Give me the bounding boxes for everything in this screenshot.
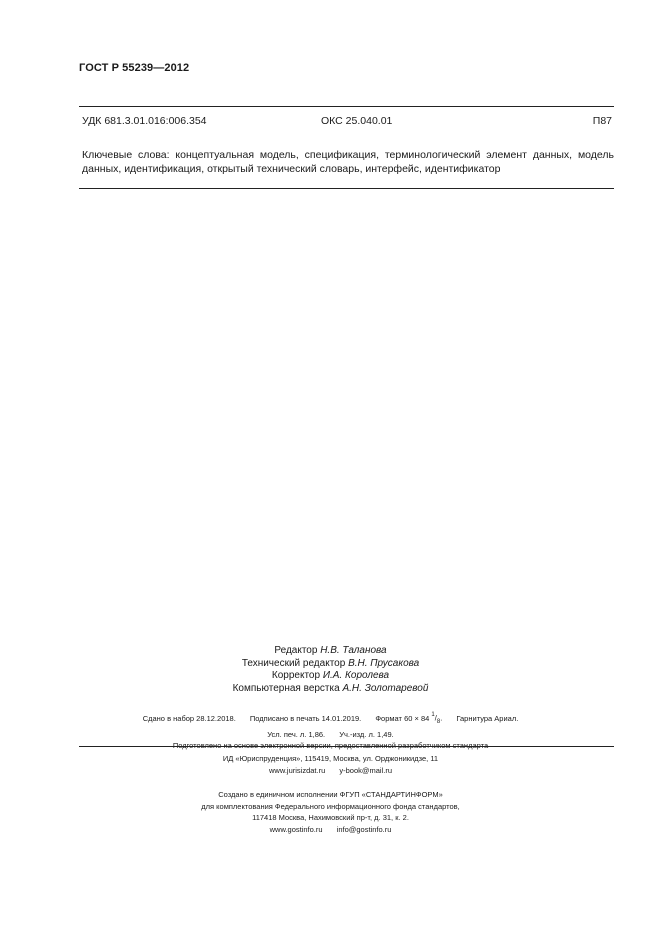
submitted-date: Сдано в набор 28.12.2018. bbox=[142, 713, 236, 723]
udk-code: УДК 681.3.01.016:006.354 bbox=[82, 115, 207, 127]
tech-editor-label: Технический редактор bbox=[241, 657, 346, 669]
oks-code: ОКС 25.040.01 bbox=[321, 115, 393, 127]
typeface: Гарнитура Ариал. bbox=[456, 713, 519, 723]
layout-line bbox=[0, 683, 661, 696]
standartinform-line: Создано в единичном исполнении ФГУП «СТАНДАРТИНФОРМ» bbox=[218, 790, 443, 799]
document-number: ГОСТ Р 55239—2012 bbox=[79, 62, 190, 74]
group-code: П87 bbox=[592, 115, 612, 127]
format-denominator: 8 bbox=[436, 719, 441, 725]
keywords: Ключевые слова: концептуальная модель, спецификация, терминологический элемент данных, модель данных, идентификация, открытый технический словарь, интерфейс, идентификатор bbox=[82, 149, 614, 175]
editor-line bbox=[0, 645, 661, 658]
print-row-2 bbox=[0, 729, 661, 741]
signed-date: Подписано в печать 14.01.2019. bbox=[249, 713, 362, 723]
paper-format: Формат 60 × 84 $^1/_8$. bbox=[375, 712, 443, 725]
tech-editor-name: В.Н. Прусакова bbox=[348, 657, 420, 669]
standartinform-contacts bbox=[0, 824, 661, 836]
publisher-email: y-book@mail.ru bbox=[339, 765, 392, 775]
print-row-1 bbox=[0, 711, 661, 729]
tech-editor-line bbox=[0, 658, 661, 671]
keywords-divider bbox=[79, 188, 614, 189]
top-divider bbox=[79, 106, 614, 107]
standartinform-address: 117418 Москва, Нахимовский пр-т, д. 31, к. 2. bbox=[252, 813, 409, 822]
editor-label: Редактор bbox=[274, 645, 318, 656]
standartinform-email: info@gostinfo.ru bbox=[336, 824, 392, 834]
classification-row bbox=[82, 115, 612, 129]
publishing-sheets: Уч.-изд. л. 1,49. bbox=[339, 729, 394, 739]
editorial-credits bbox=[0, 645, 661, 695]
corrector-line bbox=[0, 670, 661, 683]
layout-name: А.Н. Золотаревой bbox=[342, 682, 429, 694]
corrector-label: Корректор bbox=[271, 670, 321, 681]
layout-label: Компьютерная верстка bbox=[232, 682, 340, 694]
standartinform-site: www.gostinfo.ru bbox=[269, 824, 323, 834]
imprint-divider bbox=[79, 746, 614, 747]
editor-name: Н.В. Таланова bbox=[320, 645, 387, 656]
fund-line: для комплектования Федерального информационного фонда стандартов, bbox=[201, 801, 460, 811]
publisher-address: ИД «Юриспруденция», 115419, Москва, ул. Орджоникидзе, 11 bbox=[222, 754, 439, 763]
publisher-info bbox=[0, 753, 661, 835]
format-numerator: 1 bbox=[431, 712, 435, 718]
format-prefix: Формат 60 × 84 bbox=[375, 713, 430, 723]
publisher-site: www.jurisizdat.ru bbox=[269, 765, 326, 775]
print-sheets: Усл. печ. л. 1,86. bbox=[267, 729, 326, 739]
publisher-contacts bbox=[0, 765, 661, 777]
corrector-name: И.А. Королева bbox=[322, 670, 390, 681]
spacer bbox=[0, 776, 661, 789]
